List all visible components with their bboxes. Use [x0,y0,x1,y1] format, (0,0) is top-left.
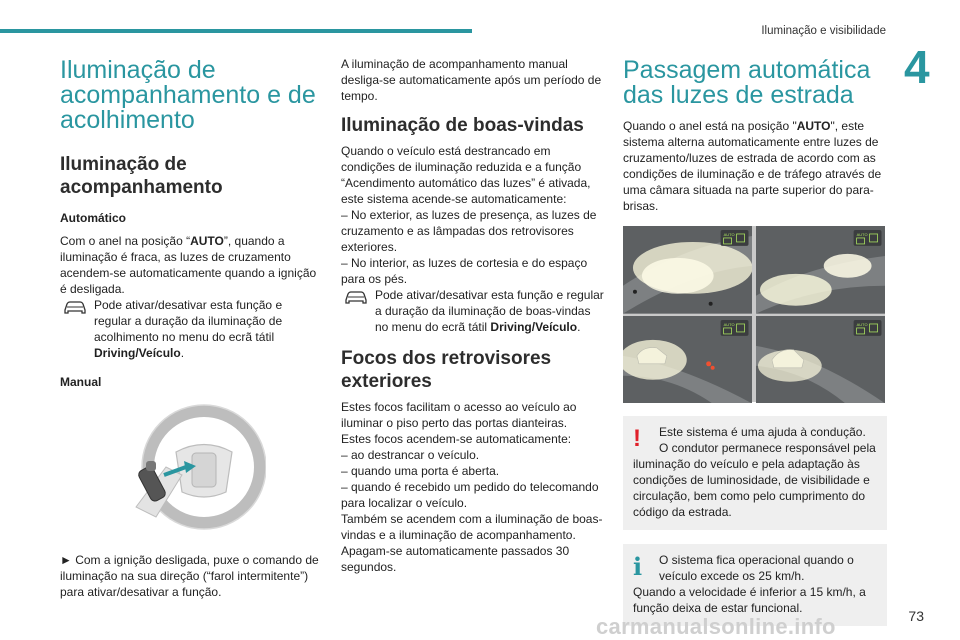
steering-column-illustration [116,397,266,537]
paragraph-mirrors-4: Apagam-se automaticamente passados 30 segundos. [341,544,570,574]
panel-high-beam-on [623,226,752,314]
paragraph-mirrors-2: Estes focos acendem-se automaticamente: [341,432,572,446]
panel-dipped-beam [756,316,885,404]
column-2 [341,52,607,575]
auto-badge-3: AUTO [723,321,735,327]
paragraph-auto-high-beam [623,118,887,214]
heading-manual: Manual [60,375,102,389]
list-item-interior: – No interior, as luzes de cortesia e do espaço para os pés. [341,256,588,286]
chapter-number: 4 [904,41,930,93]
heading-welcome: Iluminação de boas-vindas [341,115,584,136]
auto-bold: AUTO [190,234,224,248]
section-title-accompaniment: Iluminação de acompanhamento e de acolhimento [60,56,316,134]
paragraph-mirrors-3: Também se acendem com a iluminação de boas-vindas e a iluminação de acompanhamento. [341,512,603,542]
list-item-unlock: – ao destrancar o veículo. [341,448,480,462]
paragraph-welcome: Quando o veículo está destrancado em condições de iluminação reduzida e a função “Acendimento automático das luzes” é ativada, este sistema acende-se automaticamente: [341,144,591,206]
warning-text: Este sistema é uma ajuda à condução. O condutor permanece responsável pela iluminação do veículo e pela adaptação às condições de luminosidade, de visibilidade e circulação, bem como pelo cumprimento do código da estrada. [633,425,876,519]
note-2-end: . [577,320,581,334]
auto-badge-1: AUTO [723,231,735,237]
intro-auto-bold: AUTO [796,119,831,133]
info-icon: i [633,552,643,581]
list-item-exterior: – No exterior, as luzes de presença, as luzes de cruzamento e as lâmpadas dos retrovisores exteriores. [341,208,597,254]
info-text-1: O sistema fica operacional quando o veículo excede os 25 km/h. [659,553,854,583]
info-text-2: Quando a velocidade é inferior a 15 km/h, a função deixa de estar funcional. [633,585,866,615]
note-2-menu-path: Driving/Veículo [490,320,578,334]
note-touchscreen-1 [60,297,322,361]
list-item-door-open: – quando uma porta é aberta. [341,464,500,478]
note-touchscreen-2 [341,287,607,335]
note-1-menu-path: Driving/Veículo [94,346,181,360]
column-3 [623,52,887,626]
warning-icon: ! [633,425,641,452]
watermark: carmanualsonline.info [596,614,836,639]
column-1 [60,52,322,600]
section-title-auto-high-beam: Passagem automática das luzes de estrada [623,56,871,109]
paragraph-manual: ► Com a ignição desligada, puxe o comando de iluminação na sua direção (“farol intermitente”) para ativar/desativar a função. [60,553,319,599]
paragraph-automatic-text: Com o anel na posição “AUTO”, quando a iluminação é fraca, as luzes de cruzamento acendem-se automaticamente quando a ignição é desligada. [60,234,317,296]
heading-accompaniment: Iluminação de acompanhamento [60,154,223,198]
paragraph-manual-timeout: A iluminação de acompanhamento manual desliga-se automaticamente após um período de tempo. [341,57,602,103]
intro-text-a: Quando o anel está na posição " [623,119,797,133]
car-icon [343,289,369,305]
note-1-end: . [180,346,185,360]
paragraph-mirrors-1: Estes focos facilitam o acesso ao veículo ao iluminar o piso perto das portas dianteiras. [341,400,577,430]
intro-text-b: ", este sistema alterna automaticamente entre luzes de cruzamento/luzes de estrada de acordo com as condições de iluminação e de tráfego através de uma câmara situada na parte superior do para-brisas. [623,119,882,213]
panel-car-ahead [623,316,752,404]
note-1-text: Pode ativar/desativar esta função e regular a duração da iluminação de acolhimento no menu do ecrã tátil [94,298,283,344]
note-2-text: Pode ativar/desativar esta função e regular a duração da iluminação de boas-vindas no menu do ecrã tátil [375,288,604,334]
panel-oncoming-car [756,226,885,314]
heading-mirror-lamps: Focos dos retrovisores exteriores [341,348,552,392]
warning-box [623,416,887,530]
header-accent-bar [0,29,472,33]
auto-badge-2: AUTO [856,231,868,237]
page-number: 73 [908,608,924,624]
running-head: Iluminação e visibilidade [761,25,886,37]
paragraph-automatic [60,233,322,297]
high-beam-illustration [623,226,885,402]
auto-badge-4: AUTO [856,321,868,327]
list-item-remote: – quando é recebido um pedido do telecomando para localizar o veículo. [341,480,599,510]
car-icon [62,299,88,315]
heading-automatic: Automático [60,211,126,225]
